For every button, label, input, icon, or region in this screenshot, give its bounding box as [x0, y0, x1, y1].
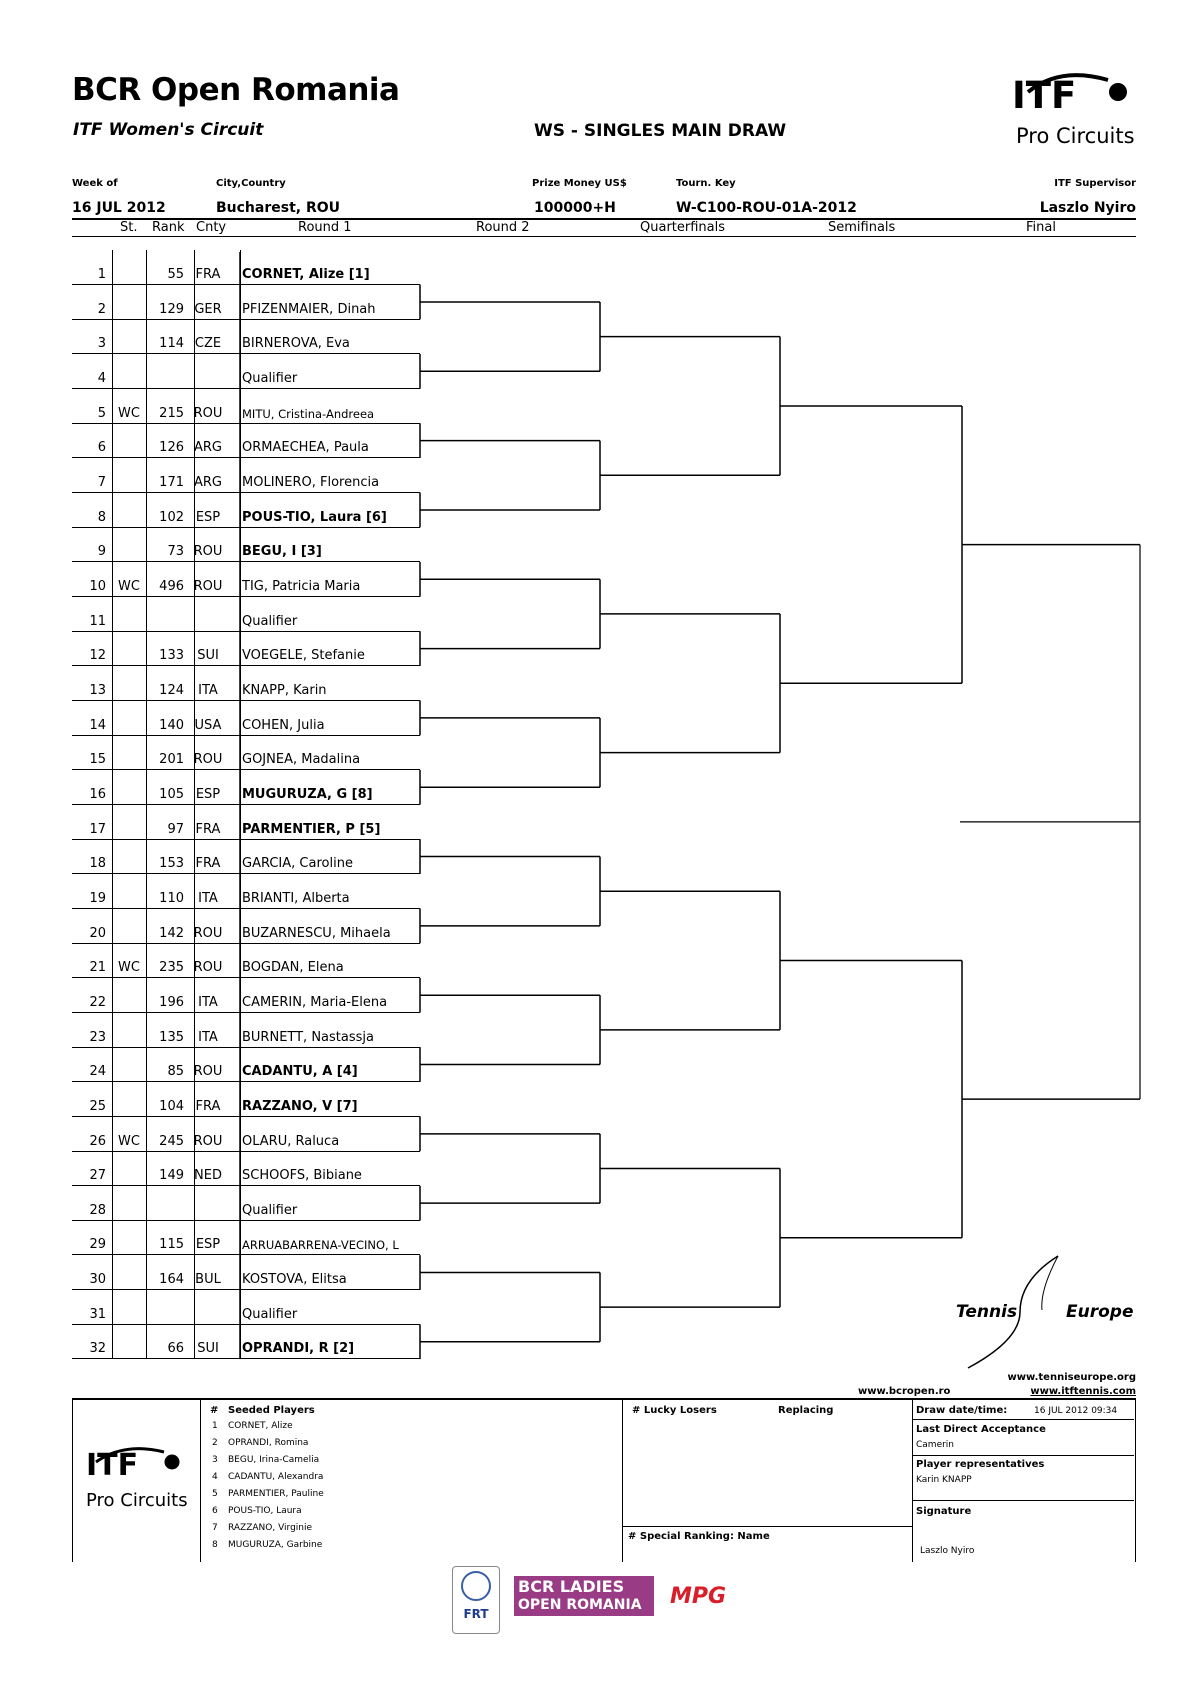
seeded-number: 8	[212, 1540, 218, 1550]
player-country: ITA	[198, 682, 218, 698]
draw-position: 28	[89, 1202, 106, 1218]
city-value: Bucharest, ROU	[216, 200, 341, 216]
player-country: ARG	[194, 440, 222, 456]
player-name: PFIZENMAIER, Dinah	[242, 301, 376, 317]
player-name: GARCIA, Caroline	[242, 856, 353, 872]
tourn-key-value: W-C100-ROU-01A-2012	[676, 200, 857, 216]
player-rank: 85	[167, 1064, 184, 1080]
player-country: ESP	[195, 1237, 221, 1253]
seeded-number: 6	[212, 1506, 218, 1516]
player-rank: 140	[159, 717, 184, 733]
col-st: St.	[120, 220, 138, 235]
supervisor-value: Laszlo Nyiro	[1039, 200, 1136, 216]
supervisor-label: ITF Supervisor	[1054, 178, 1136, 189]
draw-position: 26	[89, 1133, 106, 1149]
replacing-label: Replacing	[778, 1405, 834, 1416]
draw-position: 14	[89, 717, 106, 733]
seeded-name: RAZZANO, Virginie	[228, 1523, 313, 1533]
seeded-name: OPRANDI, Romina	[228, 1438, 309, 1448]
player-country: BUL	[195, 1272, 221, 1288]
seeded-hash: #	[210, 1405, 219, 1416]
lucky-losers-label: # Lucky Losers	[632, 1405, 717, 1416]
draw-position: 10	[89, 578, 106, 594]
player-name: BIRNEROVA, Eva	[242, 336, 350, 352]
draw-position: 6	[97, 440, 106, 456]
player-name: SCHOOFS, Bibiane	[242, 1168, 362, 1184]
footer-divider-2	[622, 1400, 623, 1562]
player-country: USA	[194, 717, 222, 733]
player-name: MITU, Cristina-Andreea	[242, 406, 375, 421]
player-country: FRA	[195, 267, 221, 282]
draw-position: 9	[97, 544, 106, 560]
pro-circuits-bottom-text: Pro Circuits	[86, 1490, 188, 1511]
player-country: ROU	[193, 925, 223, 941]
player-name: BEGU, I [3]	[242, 544, 322, 560]
player-country: ITA	[198, 994, 218, 1010]
player-rank: 142	[159, 925, 184, 941]
player-reps-value: Karin KNAPP	[916, 1475, 972, 1485]
seeded-name: CORNET, Alize	[228, 1421, 293, 1431]
draw-position: 30	[89, 1272, 106, 1288]
url-itftennis[interactable]: www.itftennis.com	[1030, 1386, 1136, 1397]
frt-text: FRT	[463, 1607, 489, 1621]
player-country: ROU	[193, 544, 223, 560]
player-name: BUZARNESCU, Mihaela	[242, 925, 391, 941]
player-country: NED	[194, 1168, 222, 1184]
col-final: Final	[1026, 220, 1056, 235]
frt-logo	[452, 1566, 500, 1634]
draw-position: 21	[89, 960, 106, 976]
player-name: CAMERIN, Maria-Elena	[242, 994, 388, 1010]
player-rank: 124	[159, 682, 184, 698]
footer-divider-3	[912, 1400, 913, 1562]
seeded-name: CADANTU, Alexandra	[228, 1472, 324, 1482]
player-rank: 215	[159, 405, 184, 421]
city-label: City,Country	[216, 178, 286, 189]
player-rank: 97	[167, 821, 184, 837]
col-round2: Round 2	[476, 220, 530, 235]
itf-logo-text: ITF	[1012, 74, 1077, 117]
signature-value: Laszlo Nyiro	[920, 1546, 975, 1556]
player-rank: 129	[159, 301, 184, 317]
draw-position: 2	[97, 301, 106, 317]
right-rule-3	[912, 1500, 1134, 1501]
draw-position: 15	[89, 752, 106, 768]
player-rank: 66	[167, 1341, 184, 1357]
seeded-title: Seeded Players	[228, 1405, 315, 1416]
prize-value: 100000+H	[534, 200, 616, 216]
seeded-name: BEGU, Irina-Camelia	[228, 1455, 320, 1465]
draw-datetime-label: Draw date/time:	[916, 1405, 1008, 1416]
draw-position: 24	[89, 1064, 106, 1080]
player-name: COHEN, Julia	[242, 717, 325, 733]
player-rank: 153	[159, 856, 184, 872]
player-country: ROU	[193, 405, 223, 421]
player-name: VOEGELE, Stefanie	[242, 648, 365, 664]
player-name: Qualifier	[242, 1306, 298, 1322]
seeded-number: 1	[212, 1421, 218, 1431]
player-rank: 110	[159, 890, 184, 906]
player-country: SUI	[197, 648, 219, 664]
player-country: ROU	[193, 960, 223, 976]
player-rank: 105	[159, 786, 184, 802]
player-name: ARRUABARRENA-VECINO, L	[242, 1238, 399, 1253]
draw-position: 4	[97, 370, 106, 386]
seeded-number: 7	[212, 1523, 218, 1533]
draw-position: 16	[89, 786, 106, 802]
draw-position: 23	[89, 1029, 106, 1045]
col-quarterfinals: Quarterfinals	[640, 220, 726, 235]
special-ranking-label: # Special Ranking: Name	[628, 1531, 770, 1542]
week-label: Week of	[72, 178, 118, 189]
player-rank: 164	[159, 1272, 184, 1288]
player-country: ITA	[198, 1029, 218, 1045]
url-bcropen[interactable]: www.bcropen.ro	[858, 1386, 951, 1397]
frt-ball-icon	[461, 1571, 491, 1601]
player-country: ESP	[195, 786, 221, 802]
player-name: BURNETT, Nastassja	[242, 1029, 374, 1045]
player-country: ITA	[198, 890, 218, 906]
seeded-name: PARMENTIER, Pauline	[228, 1489, 324, 1499]
draw-position: 32	[89, 1341, 106, 1357]
seeded-number: 3	[212, 1455, 218, 1465]
entry-status: WC	[118, 405, 140, 421]
player-rank: 115	[159, 1237, 184, 1253]
tennis-text: Tennis	[956, 1302, 1018, 1322]
player-rank: 73	[167, 544, 184, 560]
col-cnty: Cnty	[196, 220, 227, 235]
player-name: PARMENTIER, P [5]	[242, 821, 381, 837]
tournament-title: BCR Open Romania	[72, 72, 400, 108]
player-name: RAZZANO, V [7]	[242, 1098, 358, 1114]
col-semifinals: Semifinals	[828, 220, 896, 235]
player-rank: 55	[167, 267, 184, 282]
player-rank: 135	[159, 1029, 184, 1045]
player-rank: 171	[159, 474, 184, 490]
tourn-key-label: Tourn. Key	[676, 178, 736, 189]
right-rule-2	[912, 1455, 1134, 1456]
player-rank: 133	[159, 648, 184, 664]
player-country: FRA	[195, 821, 221, 837]
signature-label: Signature	[916, 1506, 972, 1517]
entry-status: WC	[118, 960, 140, 976]
week-value: 16 JUL 2012	[72, 200, 166, 216]
draw-position: 17	[89, 821, 106, 837]
draw-position: 7	[97, 474, 106, 490]
draw-position: 11	[89, 613, 106, 629]
europe-text: Europe	[1066, 1302, 1134, 1322]
player-country: ARG	[194, 474, 222, 490]
prize-label: Prize Money US$	[532, 178, 627, 189]
player-name: BRIANTI, Alberta	[242, 890, 350, 906]
player-name: Qualifier	[242, 1202, 298, 1218]
player-country: ROU	[193, 578, 223, 594]
draw-position: 8	[97, 509, 106, 525]
player-rank: 114	[159, 336, 184, 352]
player-rank: 104	[159, 1098, 184, 1114]
itf-swoosh-bottom-icon	[90, 1444, 190, 1484]
footer-divider-1	[200, 1400, 201, 1562]
player-name: TIG, Patricia Maria	[242, 578, 361, 594]
draw-position: 1	[97, 267, 106, 282]
player-rank: 235	[159, 960, 184, 976]
player-name: POUS-TIO, Laura [6]	[242, 509, 387, 525]
player-name: KNAPP, Karin	[242, 682, 327, 698]
last-direct-label: Last Direct Acceptance	[916, 1424, 1046, 1435]
seeded-number: 2	[212, 1438, 218, 1448]
player-country: ROU	[193, 752, 223, 768]
draw-position: 20	[89, 925, 106, 941]
col-round1: Round 1	[298, 220, 352, 235]
player-rank: 196	[159, 994, 184, 1010]
player-rank: 126	[159, 440, 184, 456]
open-romania-text: OPEN ROMANIA	[518, 1597, 642, 1613]
draw-position: 19	[89, 890, 106, 906]
seeded-name: MUGURUZA, Garbine	[228, 1540, 323, 1550]
seeded-number: 4	[212, 1472, 218, 1482]
player-rank: 149	[159, 1168, 184, 1184]
player-name: Qualifier	[242, 613, 298, 629]
player-country: ESP	[195, 509, 221, 525]
draw-position: 13	[89, 682, 106, 698]
draw-position: 22	[89, 994, 106, 1010]
draw-position: 3	[97, 336, 106, 352]
tennis-europe-logo	[950, 1250, 1140, 1370]
draw-position: 5	[97, 405, 106, 421]
player-rank: 496	[159, 578, 184, 594]
player-country: SUI	[197, 1341, 219, 1357]
player-name: GOJNEA, Madalina	[242, 752, 361, 768]
player-rank: 245	[159, 1133, 184, 1149]
player-name: CORNET, Alize [1]	[242, 267, 370, 282]
draw-position: 31	[89, 1306, 106, 1322]
player-country: FRA	[195, 856, 221, 872]
special-ranking-rule	[622, 1526, 912, 1527]
url-tenniseurope[interactable]: www.tenniseurope.org	[1007, 1372, 1136, 1383]
player-name: MOLINERO, Florencia	[242, 474, 380, 490]
draw-position: 25	[89, 1098, 106, 1114]
player-name: ORMAECHEA, Paula	[242, 440, 369, 456]
draw-position: 18	[89, 856, 106, 872]
player-name: OLARU, Raluca	[242, 1133, 340, 1149]
right-rule-1	[912, 1419, 1134, 1420]
last-direct-value: Camerin	[916, 1440, 955, 1450]
circuit-subtitle: ITF Women's Circuit	[73, 120, 264, 140]
entry-status: WC	[118, 1133, 140, 1149]
mpg-logo: MPG	[670, 1584, 727, 1609]
draw-position: 12	[89, 648, 106, 664]
player-country: ROU	[193, 1133, 223, 1149]
itf-logo-bottom-text: ITF	[86, 1448, 139, 1483]
seeded-name: POUS-TIO, Laura	[228, 1506, 302, 1516]
bcr-ladies-text: BCR LADIES	[518, 1577, 625, 1596]
player-name: CADANTU, A [4]	[242, 1064, 358, 1080]
player-name: BOGDAN, Elena	[242, 960, 344, 976]
player-rank: 102	[159, 509, 184, 525]
pro-circuits-text: Pro Circuits	[1016, 124, 1135, 148]
player-name: KOSTOVA, Elitsa	[242, 1272, 347, 1288]
col-rank: Rank	[152, 220, 185, 235]
draw-datetime-value: 16 JUL 2012 09:34	[1034, 1406, 1118, 1416]
draw-position: 27	[89, 1168, 106, 1184]
player-country: FRA	[195, 1098, 221, 1114]
player-name: OPRANDI, R [2]	[242, 1341, 355, 1357]
player-country: GER	[194, 301, 222, 317]
itf-logo-bottom	[84, 1444, 194, 1514]
player-reps-label: Player representatives	[916, 1459, 1045, 1470]
player-country: ROU	[193, 1064, 223, 1080]
player-rank: 201	[159, 752, 184, 768]
player-country: CZE	[194, 336, 222, 352]
seeded-number: 5	[212, 1489, 218, 1499]
entry-status: WC	[118, 578, 140, 594]
player-name: MUGURUZA, G [8]	[242, 786, 373, 802]
bcr-ladies-logo	[514, 1576, 654, 1616]
player-name: Qualifier	[242, 370, 298, 386]
draw-name: WS - SINGLES MAIN DRAW	[534, 121, 787, 141]
draw-position: 29	[89, 1237, 106, 1253]
